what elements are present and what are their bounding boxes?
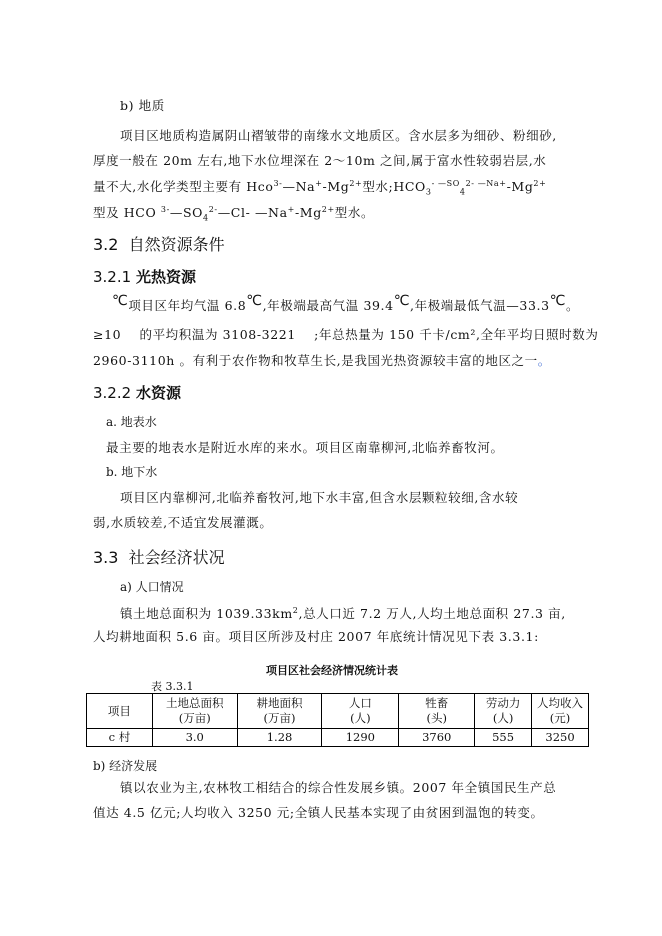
geology-line-4: 型及 HCO $^{3-}—SO_4^{2-}—Cl-$ $—Na^+-Mg^{2+}$型水。 [93,204,375,223]
section-3-2-1-heading: 3.2.1 光热资源 [93,268,196,286]
economy-label: b) 经济发展 [93,759,158,773]
population-line-1: 镇土地总面积为 $1039.33km^2$,总人口近 7.2 万人,人均土地总面积 27.3 亩, [120,605,566,621]
economy-line-2: 值达 4.5 亿元;人均收入 3250 元;全镇人民基本实现了由贫困到温饱的转变。 [93,805,544,820]
section-3-2-heading: 3.2 自然资源条件 [93,235,225,254]
section-3-3-heading: 3.3 社会经济状况 [93,548,225,567]
light-line-3: 2960-3110h 。有利于农作物和牧草生长,是我国光热资源较丰富的地区之一。 [93,353,551,368]
cell-village: c 村 [87,729,153,747]
cell-land-area: 3.0 [152,729,237,747]
light-line-2: ≥10 的平均积温为 3108-3221 ;年总热量为 150 千卡/cm²,全年平均日照时数为 [93,327,599,342]
table-title: 项目区社会经济情况统计表 [266,664,398,677]
cell-income: 3250 [532,729,589,747]
header-cell-income: 人均收入 (元) [532,694,589,729]
geology-line-3: 量不大,水化学类型主要有 $Hco^{3-}—Na^+-Mg^{2+}$型水$;HCO_3^{- —SO}_4^{2- —Na+}-Mg^{2+}$ [93,178,547,197]
header-cell-arable-area: 耕地面积 (万亩) [237,694,322,729]
header-cell-labor: 劳动力 (人) [475,694,532,729]
header-cell-livestock: 牲畜 (头) [399,694,475,729]
table-row [87,729,589,747]
cell-livestock: 3760 [399,729,475,747]
population-label: a) 人口情况 [120,580,184,594]
economy-line-1: 镇以农业为主,农林牧工相结合的综合性发展乡镇。2007 年全镇国民生产总 [120,780,557,795]
ground-water-line-1: 项目区内靠柳河,北临养畜牧河,地下水丰富,但含水层颗粒较细,含水较 [120,490,519,505]
header-cell-population: 人口 (人) [322,694,399,729]
section-3-2-2-heading: 3.2.2 水资源 [93,384,181,402]
light-line-1: ℃项目区年均气温 6.8℃,年极端最高气温 39.4℃,年极端最低气温—33.3℃。 [112,293,580,313]
cell-arable-area: 1.28 [237,729,322,747]
stats-table [86,693,589,747]
surface-water-text: 最主要的地表水是附近水库的来水。项目区南靠柳河,北临养畜牧河。 [106,440,504,455]
ground-water-line-2: 弱,水质较差,不适宜发展灌溉。 [93,515,273,530]
table-header-row [87,694,589,729]
surface-water-label: a. 地表水 [106,415,157,429]
header-cell-land-area: 土地总面积 (万亩) [152,694,237,729]
geology-line-2: 厚度一般在 20m 左右,地下水位埋深在 2～10m 之间,属于富水性较弱岩层,水 [93,153,547,168]
ground-water-label: b. 地下水 [106,465,158,479]
geology-line-1: 项目区地质构造属阴山褶皱带的南缘水文地质区。含水层多为细砂、粉细砂, [120,128,557,143]
cell-labor: 555 [475,729,532,747]
population-line-2: 人均耕地面积 5.6 亩。项目区所涉及村庄 2007 年底统计情况见下表 3.3.1: [93,629,539,644]
table-label: 表 3.3.1 [151,680,194,693]
header-cell-item: 项目 [87,694,153,729]
geology-heading: b) 地质 [120,98,165,113]
cell-population: 1290 [322,729,399,747]
